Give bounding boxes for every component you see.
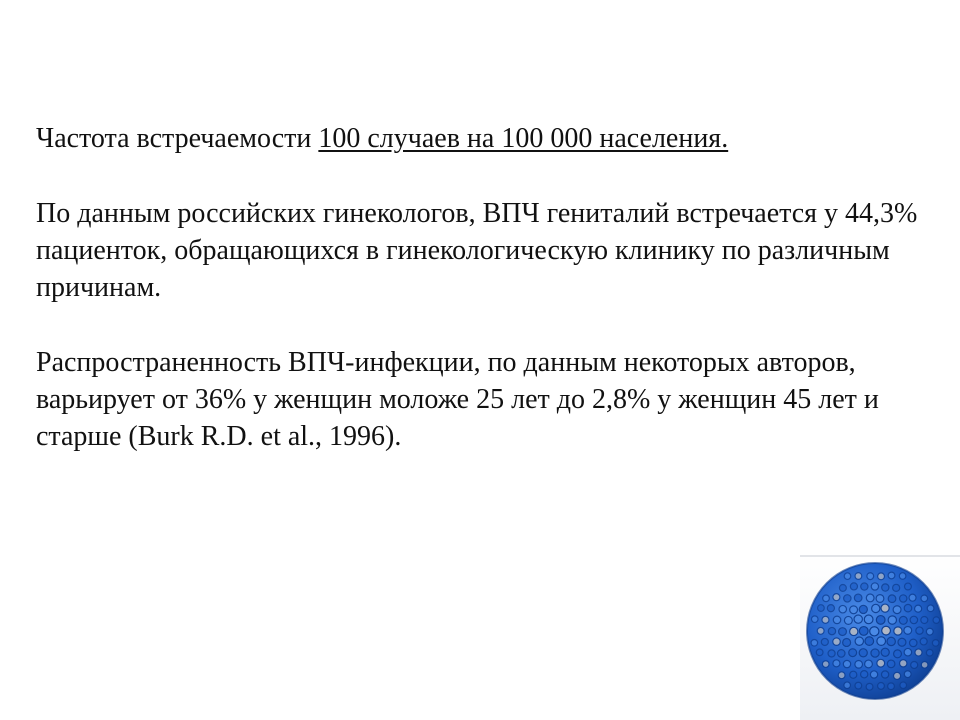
prevalence-paragraph: Распространенность ВПЧ-инфекции, по данным некоторых авторов, варьирует от 36% у женщин моложе 25 лет до 2,8% у женщин 45 лет и старше (Burk R.D. et al., 1996). (36, 347, 879, 452)
russian-gynecologists-paragraph: По данным российских гинекологов, ВПЧ гениталий встречается у 44,3% пациенток, обращающихся в гинекологическую клинику по различным причинам. (36, 198, 918, 303)
frequency-value: 100 случаев на 100 000 населения. (318, 123, 729, 154)
papillomavirus-illustration (800, 553, 960, 720)
slide-text-body (36, 120, 936, 455)
frequency-label: Частота встречаемости (36, 123, 319, 154)
frequency-line (36, 120, 936, 157)
papillomavirus-icon (800, 553, 960, 720)
